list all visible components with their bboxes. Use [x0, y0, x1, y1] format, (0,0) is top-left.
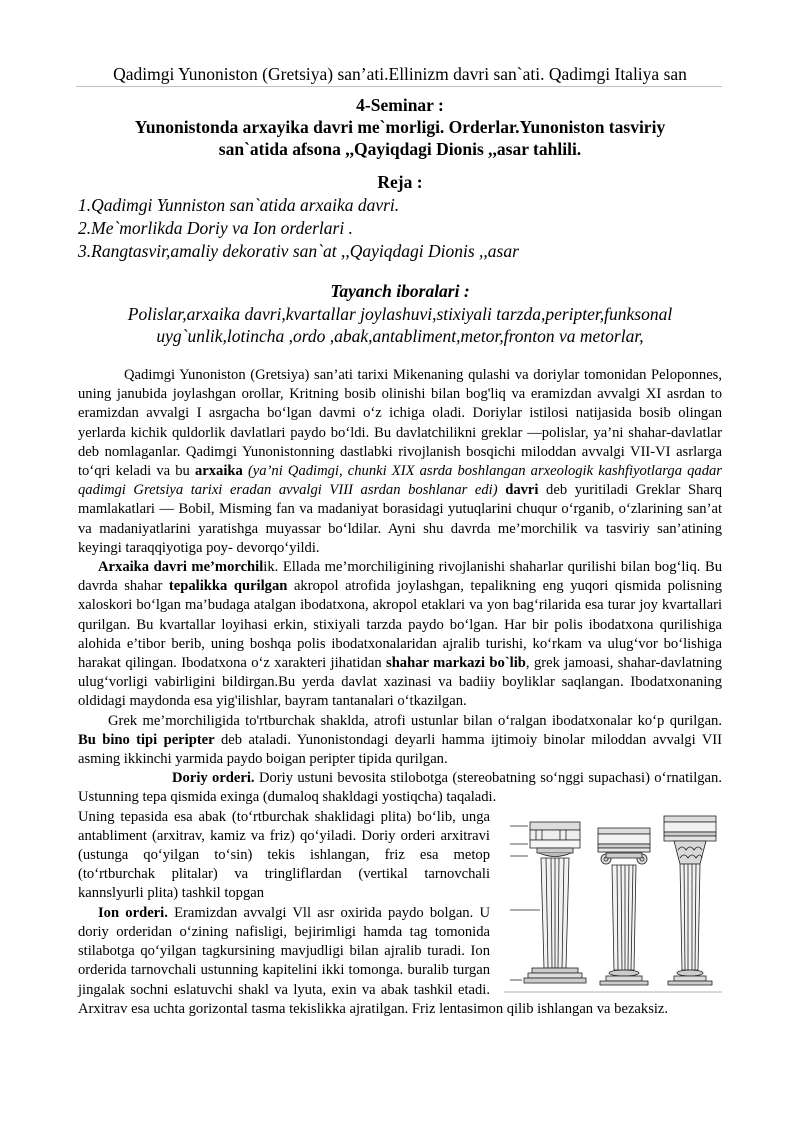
- text-run: , grek jamoasi, shahar-davlatning ulug‘vorligi vabirligini bildirgan.Bu yerda davlat xazinasi va badiiy boyliklar saqlangan. Ibodatxonaning oldidagi maydonda esa yig'ilishlar, bayram tantanalari o‘tkazilgan.: [78, 655, 722, 710]
- bold-term: arxaika: [194, 463, 243, 480]
- bold-term: Ion orderi.: [98, 904, 168, 921]
- paragraph-archaic-architecture: [78, 558, 722, 712]
- plan-item: 3.Rangtasvir,amaliy dekorativ san`at ,,Qayiqdagi Dionis ,,asar: [78, 241, 519, 261]
- ionic-column-drawing: [598, 828, 650, 985]
- bold-term: Doriy orderi.: [172, 770, 255, 787]
- seminar-topic-line1: Yunonistonda arxayika davri me`morligi. Orderlar.Yunoniston tasviriy: [134, 117, 666, 137]
- text-run: Eramizdan avvalgi Vll asr oxirida paydo bolgan. U doriy orderidan o‘zining nafisligi, bejirimligi hamda tag tomonida stilabotga qo‘yilgan tagkursining mavjudligi bilan ajralib turadi. Ion orderida tarnovchali ustunning kapitelini ikki tomonga. buralib turgan jingalak sochni eslatuvchi shakl va lyuta, exin va abak tashkil etadi. Arxitrav esa uchta gorizontal tasma tekislikka ajratilgan. Friz lentasimon qilib ishlangan va bezaksiz.: [78, 904, 669, 1017]
- doric-column-drawing: [510, 822, 586, 983]
- plan-heading: Reja :: [377, 172, 423, 192]
- seminar-topic-line2: san`atida afsona ,,Qayiqdagi Dionis ,,asar tahlili.: [218, 139, 582, 159]
- seminar-number: 4-Seminar :: [356, 95, 444, 115]
- orders-figure: [504, 810, 722, 1000]
- header-rule: [76, 86, 722, 87]
- text-run: Qadimgi Yunoniston (Gretsiya) san’ati tarixi Mikenaning qulashi va doriylar tomonidan Peloponnes, uning janubida joylashgan orollar, Kritning bosib olinishi bilan bog'liq va eramizdan avvalgi XI asrdan to eramizdan avvalgi I asrgacha bo‘lgan davmi o‘z ichiga oladi. Doriylar istilosi natijasida bosib olingan yerlarda kichik quldorlik davlatlari paydo bo‘ldi. Bu davlatchilikni greklar —polislar, ya’ni shahar-davlatlar deb nomlaganlar. Qadimgi Yunonistonning dastlabki rivojlanish bosqichi miloddan avvalgi VII-VI asrlarga to‘qri keladi va bu: [78, 367, 722, 480]
- bold-term: Arxaika davri me’morchil: [98, 559, 264, 576]
- bold-term: tepalikka qurilgan: [168, 578, 288, 595]
- bold-term: davri: [505, 482, 539, 499]
- text-run: deb ataladi. Yunonistondagi deyarli hamma ijtimoiy binolar miloddan avvalgi VII asming ikkinchi yarmida paydo boigan peripter tipida qurilgan.: [78, 731, 722, 768]
- paragraph-doric-details: Uning tepasida esa abak (to‘rtburchak shaklidagi plita) bo‘lib, unga antabliment (arxitrav, kamiz va friz) qo‘yiladi. Doriy orderi arxitravi (ustunga qo‘yilgan to‘sin) tekis ishlangan, friz esa metop (to‘rtburchak plitalar) va tringliflardan (vertikal tarnovchali kannslyurli plita) tashkil topgan: [78, 808, 490, 902]
- keywords-heading: Tayanch iboralari :: [330, 281, 470, 301]
- bold-term: shahar markazi bo`lib: [386, 655, 526, 672]
- paragraph-peripter: [78, 712, 722, 770]
- plan-item: 2.Me`morlikda Doriy va Ion orderlari .: [78, 218, 353, 238]
- body-text: [78, 366, 722, 1019]
- plan-list: [78, 194, 722, 263]
- paragraph-doric-order: [78, 769, 722, 807]
- bold-term: Bu bino tipi peripter: [78, 731, 215, 748]
- greek-orders-diagram-icon: [504, 810, 722, 1000]
- text-run: Grek me’morchiligida to'rtburchak shaklda, atrofi ustunlar bilan o‘ralgan ibodatxonalar ko‘p qurilgan.: [108, 712, 722, 729]
- italic-note: (ya’ni Qadimgi, chunki XIX asrda boshlangan arxeologik kashfiyotlarga qadar qadimgi Gretsiya tarixi eradan avvalgi VIII asrdan boshlanar edi): [78, 463, 722, 499]
- corinthian-column-drawing: [664, 816, 716, 985]
- keywords-text: Polislar,arxaika davri,kvartallar joylashuvi,stixiyali tarzda,peripter,funksonal uyg`unlik,lotincha ,ordo ,abak,antabliment,metor,fronton va metorlar,: [127, 304, 673, 346]
- text-run: deb yuritiladi Greklar Sharq mamlakatlari — Bobil, Misming fan va madaniyat borasidagi yutuqlarini chuqur o‘rganib, o‘zlarining san’at va madaniyatlarini yaratishga muyassar bo‘ldilar. Ayni shu davrda me’morchilik va tasviriy san’atining keyingi taraqqiyotiga poy- devorqo‘yildi.: [78, 482, 723, 556]
- text-run: ik. Ellada me’morchiligining rivojlanishi shaharlar qurilishi bilan bog‘liq. Bu davrda shahar: [78, 559, 722, 595]
- text-run: Doriy ustuni bevosita stilobotga (stereobatning so‘nggi supachasi) o‘rnatilgan. Ustunning tepa qismida exinga (dumaloq shakldagi yostiqcha) taqaladi.: [78, 770, 722, 806]
- seminar-title: [78, 94, 722, 160]
- plan-item: 1.Qadimgi Yunniston san`atida arxaika davri.: [78, 195, 400, 215]
- paragraph-intro: [78, 366, 722, 558]
- running-header: Qadimgi Yunoniston (Gretsiya) san’ati.Ellinizm davri san`ati. Qadimgi Italiya san: [113, 64, 687, 84]
- text-run: akropol atrofida joylashgan, tepalikning eng yuqori qismida polisning xaloskori bo‘lgan ma’budaga atalgan ibodatxona, akropol etaklari va yon bag‘rilarida esa turar joy kvartallari qurilgan. Bu kvartallar loyihasi erkin, stixiyali tarzda paydo bo‘lgan. Har bir polis ibodatxona qurilishiga alohida e’tibor berib, uning boshqa polis ibodatxonalaridan ajralib turishi, ko‘rkam va ulug‘vor bo‘lishiga harakat qilingan. Ibodatxona o‘z xarakteri jihatidan: [78, 578, 723, 672]
